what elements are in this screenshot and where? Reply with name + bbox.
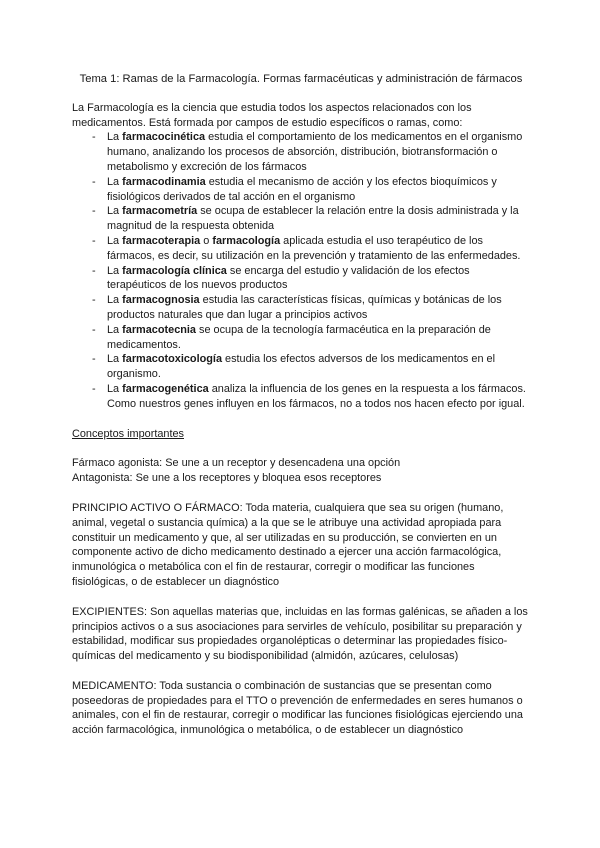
term-farmacologia: farmacología	[212, 234, 281, 247]
term-farmacodinamia: farmacodinamia	[122, 175, 206, 188]
principio-activo-definition: PRINCIPIO ACTIVO O FÁRMACO: Toda materia, cualquiera que sea su origen (humano, animal, vegetal o sustancia química) a la que se le atribuye una actividad apropiada para constituir un medicamento y que, al ser utilizadas en su producción, se convierten en un componente activo de dicho medicamento destinado a ejercer una acción farmacológica, inmunológica o metabólica con el fin de restaurar, corregir o modificar las funciones fisiológicas, o de establecer un diagnóstico	[72, 501, 504, 588]
list-item: - La farmacología clínica se encarga del estudio y validación de los efectos terapéuticos de los nuevos productos	[92, 264, 470, 292]
bullet-dash: -	[92, 323, 96, 336]
spacer	[72, 486, 530, 501]
list-item: - La farmacogenética analiza la influencia de los genes en la respuesta a los fármacos. Como nuestros genes influyen en los fármacos, no a todos nos hacen efecto por igual.	[92, 382, 526, 410]
list-item: - La farmacodinamia estudia el mecanismo de acción y los efectos bioquímicos y fisiológicos derivados de tal acción en el organismo	[92, 175, 497, 203]
bullet-dash: -	[92, 353, 96, 366]
bullet-dash: -	[92, 234, 96, 247]
spacer	[72, 441, 530, 456]
spacer	[72, 412, 530, 427]
bullet-dash: -	[92, 175, 96, 188]
bullet-dash: -	[92, 264, 96, 277]
list-item: - La farmacotecnia se ocupa de la tecnología farmacéutica en la preparación de medicamentos.	[92, 323, 491, 351]
term-farmacotecnia: farmacotecnia	[122, 323, 196, 336]
ramas-list	[72, 130, 530, 411]
term-farmacologia-clinica: farmacología clínica	[122, 264, 227, 277]
list-item: - La farmacotoxicología estudia los efectos adversos de los medicamentos en el organismo.	[92, 353, 496, 381]
bullet-dash: -	[92, 131, 96, 144]
intro-paragraph: La Farmacología es la ciencia que estudia todos los aspectos relacionados con los medicamentos. Está formada por campos de estudio específicos o ramas, como:	[72, 101, 472, 129]
term-farmacocinetica: farmacocinética	[122, 131, 206, 144]
list-item: - La farmacocinética estudia el comportamiento de los medicamentos en el organismo humano, analizando los procesos de absorción, distribución, biotransformación o metabolismo y excreción de los fármacos	[92, 131, 523, 173]
term-farmacogenetica: farmacogenética	[122, 382, 209, 395]
bullet-dash: -	[92, 294, 96, 307]
spacer	[72, 590, 530, 605]
medicamento-definition: MEDICAMENTO: Toda sustancia o combinación de sustancias que se presentan como poseedoras de propiedades para el TTO o prevención de enfermedades en seres humanos o animales, con el fin de restaurar, corregir o modificar las funciones fisiológicas ejerciendo una acción farmacológica, inmunológica o metabólica, o de establecer un diagnóstico	[72, 679, 523, 737]
document-title: Tema 1: Ramas de la Farmacología. Formas farmacéuticas y administración de fármacos	[79, 73, 523, 85]
term-farmacoterapia: farmacoterapia	[122, 234, 201, 247]
list-item: - La farmacognosia estudia las características físicas, químicas y botánicas de los productos naturales que dan lugar a principios activos	[92, 294, 502, 321]
excipientes-definition: EXCIPIENTES: Son aquellas materias que, incluidas en las formas galénicas, se añaden a los principios activos o a sus asociaciones para servirles de vehículo, posibilitar su preparación y estabilidad, modificar sus propiedades organolépticas o determinar las propiedades físico-químicas del medicamento y su biodisponibilidad (almidón, azúcares, celulosas)	[72, 605, 528, 663]
term-farmacotoxicologia: farmacotoxicología	[122, 353, 222, 366]
bullet-dash: -	[92, 382, 96, 395]
antagonista-definition: Antagonista: Se une a los receptores y bloquea esos receptores	[72, 472, 382, 485]
bullet-dash: -	[92, 205, 96, 218]
term-farmacometria: farmacometría	[122, 205, 198, 218]
agonista-definition: Fármaco agonista: Se une a un receptor y desencadena una opción	[72, 457, 401, 470]
term-farmacognosia: farmacognosia	[122, 294, 200, 307]
list-item: - La farmacometría se ocupa de establecer la relación entre la dosis administrada y la magnitud de la respuesta obtenida	[92, 205, 519, 233]
section-heading: Conceptos importantes	[72, 427, 184, 440]
spacer	[72, 664, 530, 679]
list-item: - La farmacoterapia o farmacología aplicada estudia el uso terapéutico de los fármacos, es decir, su utilización en la prevención y tratamiento de las enfermedades.	[92, 234, 521, 262]
